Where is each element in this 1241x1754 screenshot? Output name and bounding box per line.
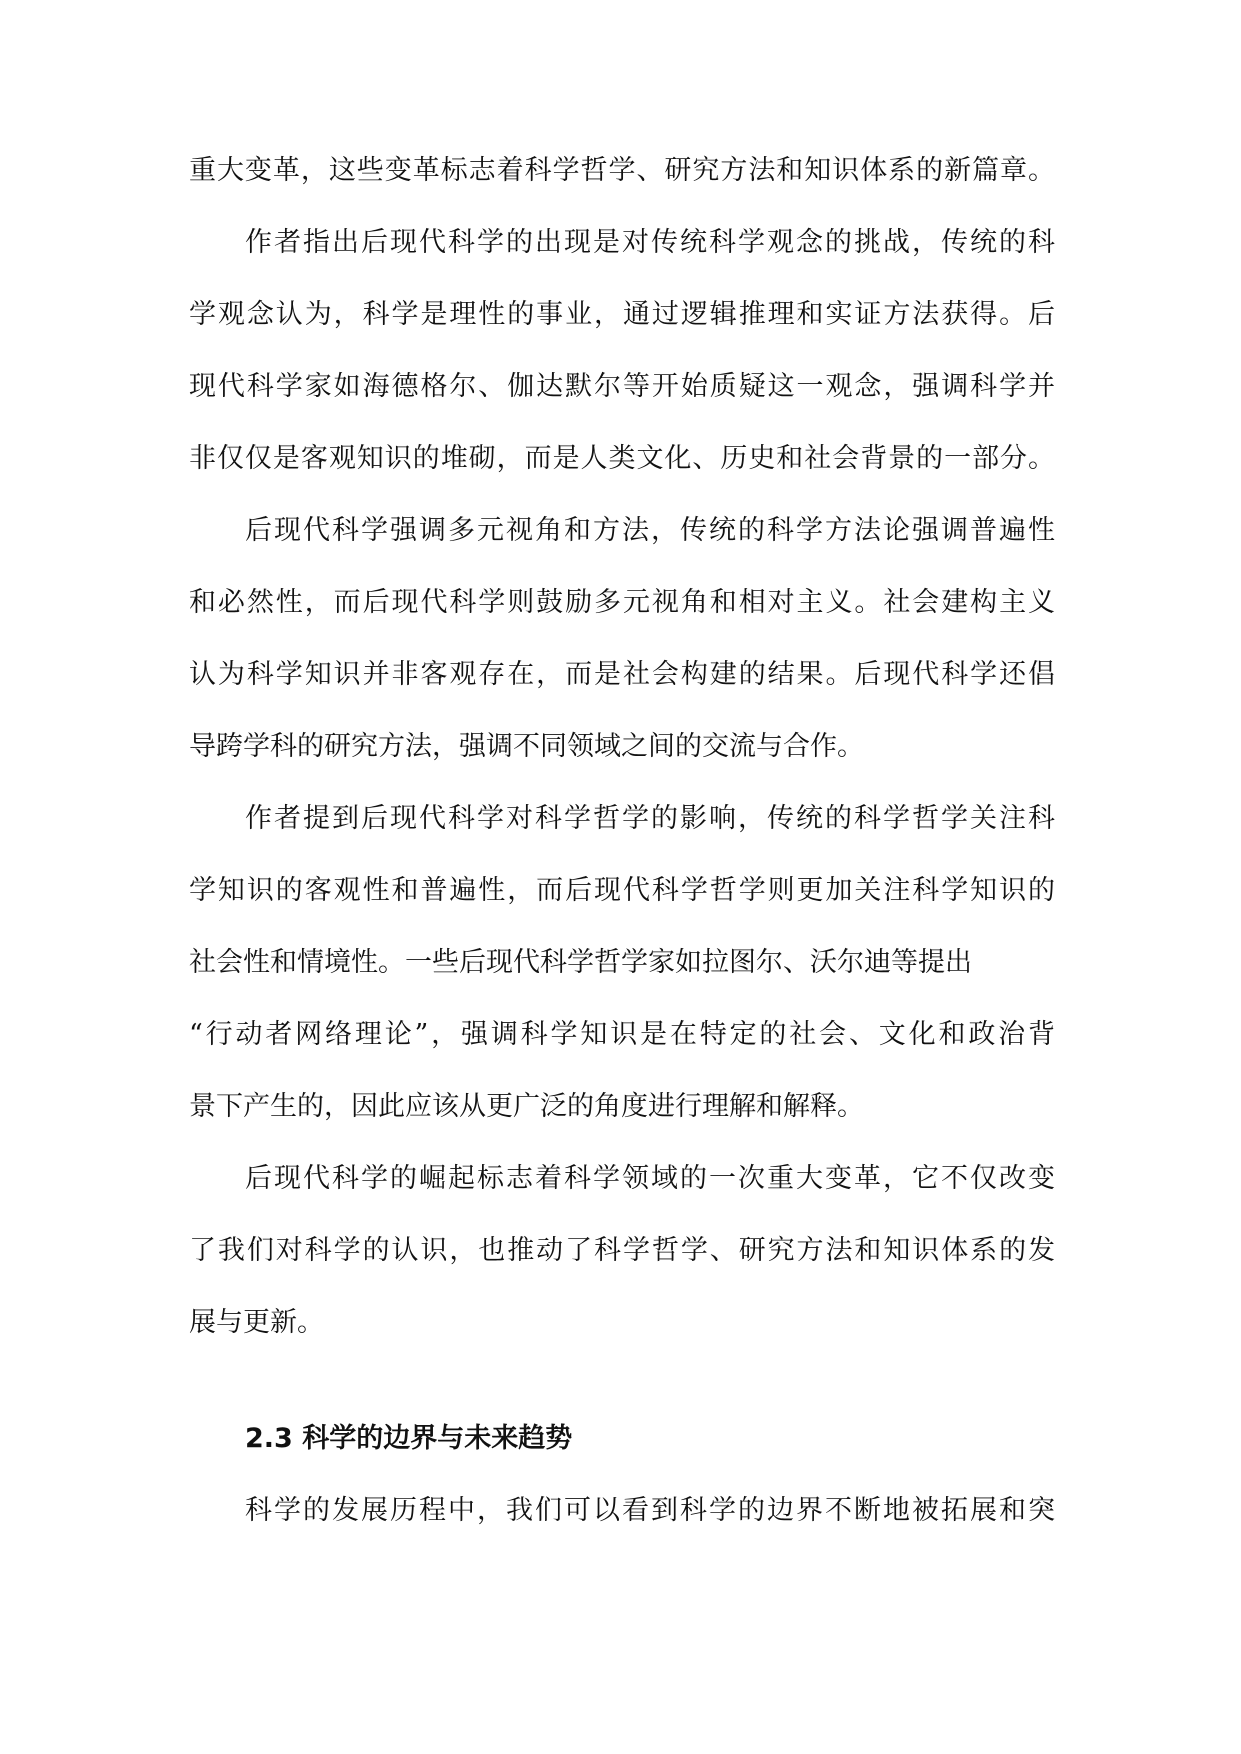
text-line: 现代科学家如海德格尔、伽达默尔等开始质疑这一观念，强调科学并 (189, 371, 1055, 402)
document-page (189, 135, 1055, 1547)
text-line: 非仅仅是客观知识的堆砌，而是人类文化、历史和社会背景的一部分。 (189, 443, 1055, 474)
paragraph (189, 495, 1055, 783)
paragraph (189, 207, 1055, 495)
paragraph (189, 135, 1055, 207)
text-line: 认为科学知识并非客观存在，而是社会构建的结果。后现代科学还倡 (189, 659, 1055, 690)
text-line: 重大变革，这些变革标志着科学哲学、研究方法和知识体系的新篇章。 (189, 155, 1055, 186)
text-line: 后现代科学的崛起标志着科学领域的一次重大变革，它不仅改变 (245, 1163, 1055, 1194)
text-line: 社会性和情境性。一些后现代科学哲学家如拉图尔、沃尔迪等提出 (189, 947, 972, 978)
text-line: 学观念认为，科学是理性的事业，通过逻辑推理和实证方法获得。后 (189, 299, 1055, 330)
paragraph (189, 1475, 1055, 1547)
text-line: 作者提到后现代科学对科学哲学的影响，传统的科学哲学关注科 (245, 803, 1055, 834)
text-line: 导跨学科的研究方法，强调不同领域之间的交流与合作。 (189, 731, 864, 762)
paragraph (189, 783, 1055, 1143)
paragraph (189, 1143, 1055, 1359)
text-line: 展与更新。 (189, 1307, 324, 1338)
text-line: 了我们对科学的认识，也推动了科学哲学、研究方法和知识体系的发 (189, 1235, 1055, 1266)
section-heading: 2.3 科学的边界与未来趋势 (245, 1423, 573, 1454)
text-line: 景下产生的，因此应该从更广泛的角度进行理解和解释。 (189, 1091, 864, 1122)
text-line: 科学的发展历程中，我们可以看到科学的边界不断地被拓展和突 (245, 1495, 1055, 1526)
text-line: 后现代科学强调多元视角和方法，传统的科学方法论强调普遍性 (245, 515, 1055, 546)
text-line: 作者指出后现代科学的出现是对传统科学观念的挑战，传统的科 (245, 227, 1055, 258)
text-line: “行动者网络理论”，强调科学知识是在特定的社会、文化和政治背 (189, 1019, 1055, 1050)
section-spacer (189, 1359, 1055, 1403)
text-line: 学知识的客观性和普遍性，而后现代科学哲学则更加关注科学知识的 (189, 875, 1055, 906)
text-line: 和必然性，而后现代科学则鼓励多元视角和相对主义。社会建构主义 (189, 587, 1055, 618)
